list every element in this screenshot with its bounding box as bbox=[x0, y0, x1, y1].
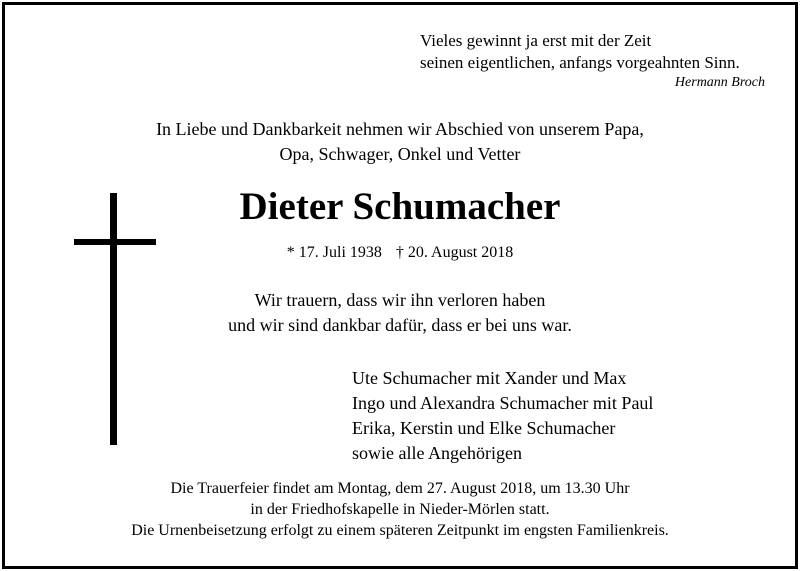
quote-line-1: Vieles gewinnt ja erst mit der Zeit bbox=[420, 31, 652, 50]
family-line-4: sowie alle Angehörigen bbox=[352, 443, 522, 463]
funeral-info bbox=[0, 478, 800, 541]
quote-author: Hermann Broch bbox=[674, 75, 765, 90]
family-line-2: Ingo und Alexandra Schumacher mit Paul bbox=[352, 393, 654, 413]
cross-horizontal-bar bbox=[74, 239, 156, 245]
family-line-1: Ute Schumacher mit Xander und Max bbox=[352, 368, 627, 388]
intro-line-2: Opa, Schwager, Onkel und Vetter bbox=[279, 144, 521, 164]
intro-line-1: In Liebe und Dankbarkeit nehmen wir Abschied von unserem Papa, bbox=[156, 119, 644, 139]
death-date: † 20. August 2018 bbox=[395, 244, 514, 261]
intro-text bbox=[0, 117, 800, 167]
funeral-line-1: Die Trauerfeier findet am Montag, dem 27. August 2018, um 13.30 Uhr bbox=[170, 480, 630, 497]
mourning-line-2: und wir sind dankbar dafür, dass er bei uns war. bbox=[228, 315, 572, 335]
mourning-line-1: Wir trauern, dass wir ihn verloren haben bbox=[254, 290, 546, 310]
mourning-text bbox=[0, 288, 800, 338]
quote-line-2: seinen eigentlichen, anfangs vorgeahnten Sinn. bbox=[420, 53, 740, 72]
deceased-name: Dieter Schumacher bbox=[239, 185, 561, 228]
funeral-line-2: in der Friedhofskapelle in Nieder-Mörlen statt. bbox=[250, 501, 550, 518]
birth-date: * 17. Juli 1938 bbox=[286, 244, 382, 261]
family-list bbox=[352, 366, 782, 466]
funeral-line-3: Die Urnenbeisetzung erfolgt zu einem späteren Zeitpunkt im engsten Familienkreis. bbox=[131, 522, 669, 539]
family-line-3: Erika, Kerstin und Elke Schumacher bbox=[352, 418, 616, 438]
epigraph-quote bbox=[420, 30, 765, 92]
